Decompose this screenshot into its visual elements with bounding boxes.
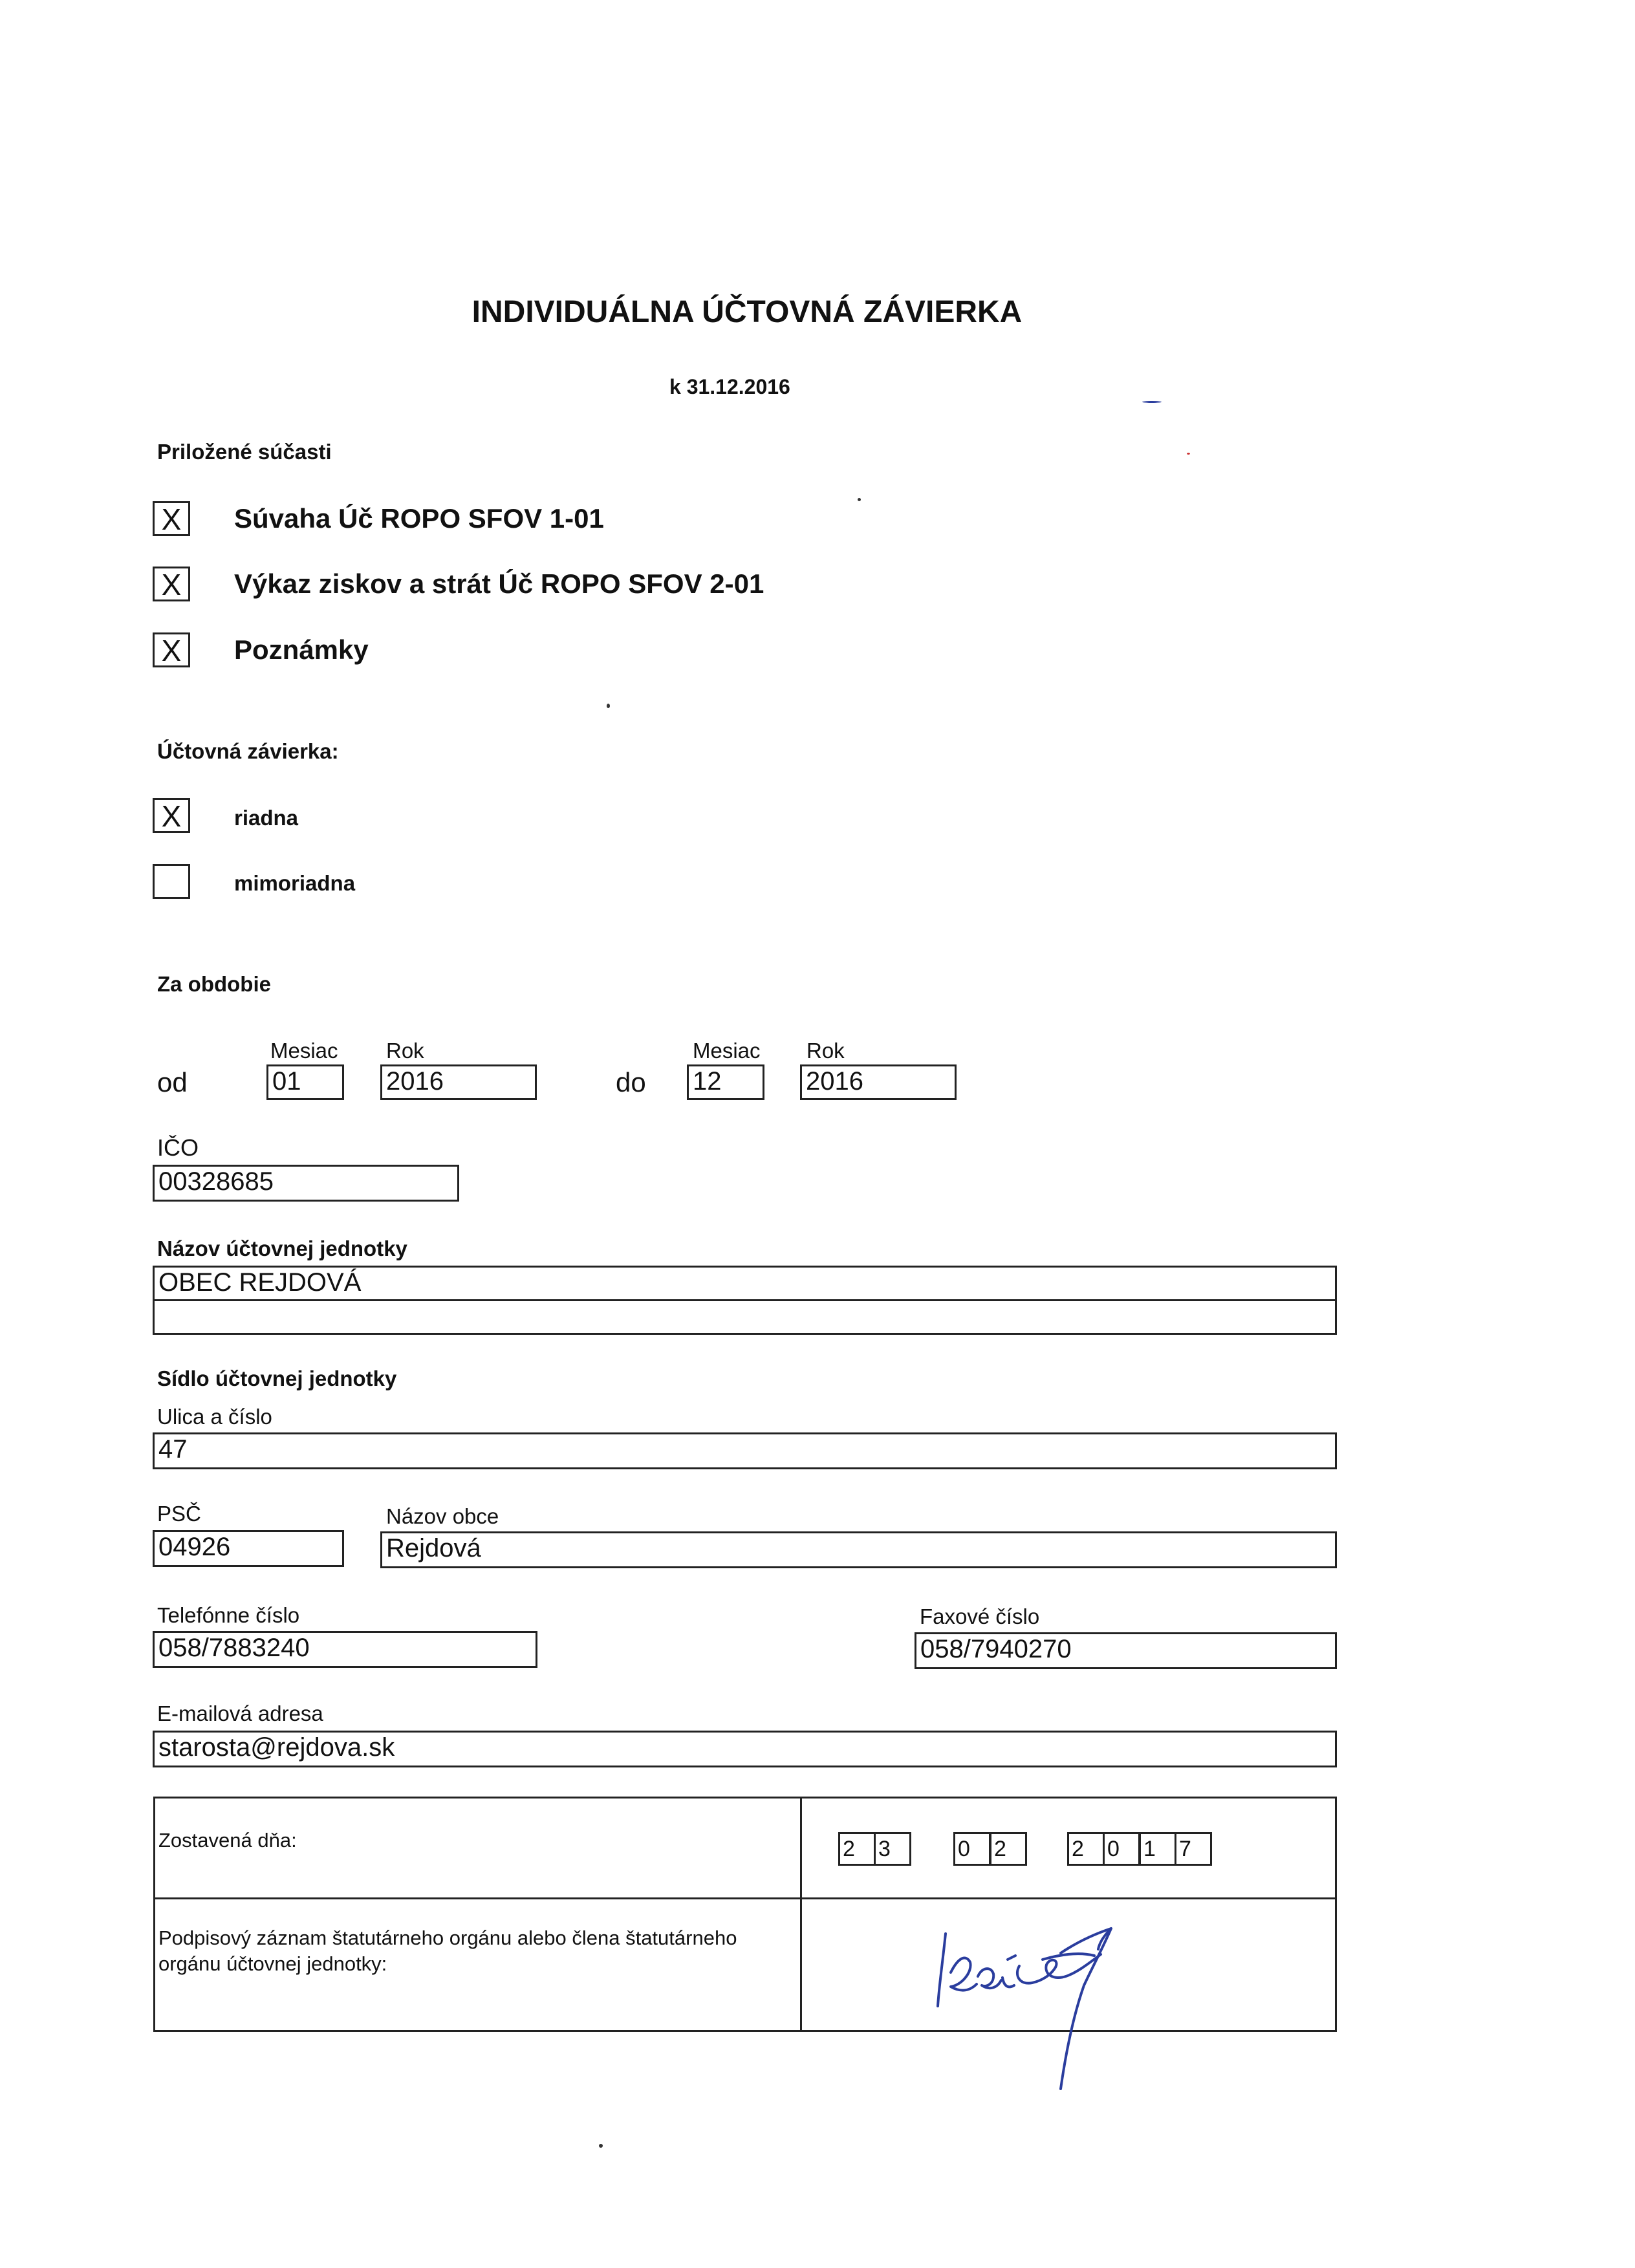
label-mimoriadna: mimoriadna	[234, 871, 356, 895]
from-year-label: Rok	[386, 1039, 424, 1063]
checkbox-poznamky[interactable]: X	[153, 632, 190, 667]
signature-label: Podpisový záznam štatutárneho orgánu alebo člena štatutárneho orgánu účtovnej jednotky:	[158, 1927, 737, 1975]
to-label: do	[616, 1067, 646, 1097]
date-line: k 31.12.2016	[669, 375, 790, 398]
month-digit-2[interactable]: 2	[990, 1832, 1027, 1866]
attached-label: Priložené súčasti	[157, 440, 332, 464]
label-vykaz: Výkaz ziskov a strát Úč ROPO SFOV 2-01	[234, 568, 764, 599]
email-label: E-mailová adresa	[157, 1701, 323, 1725]
town-label: Názov obce	[386, 1504, 499, 1528]
label-suvaha: Súvaha Úč ROPO SFOV 1-01	[234, 503, 604, 534]
closing-type-label: Účtovná závierka:	[157, 739, 339, 763]
street-label: Ulica a číslo	[157, 1405, 272, 1429]
address-label: Sídlo účtovnej jednotky	[157, 1366, 397, 1390]
from-year-field[interactable]: 2016	[380, 1064, 537, 1100]
page-title: INDIVIDUÁLNA ÚČTOVNÁ ZÁVIERKA	[471, 295, 1023, 329]
day-digit-2[interactable]: 3	[874, 1832, 911, 1866]
entity-name-label: Názov účtovnej jednotky	[157, 1237, 407, 1260]
scan-speck	[858, 498, 861, 501]
year-digit-3[interactable]: 1	[1139, 1832, 1176, 1866]
year-digit-2[interactable]: 0	[1103, 1832, 1140, 1866]
from-month-label: Mesiac	[270, 1039, 338, 1063]
year-digit-4[interactable]: 7	[1175, 1832, 1212, 1866]
label-poznamky: Poznámky	[234, 634, 369, 665]
town-field[interactable]: Rejdová	[380, 1531, 1337, 1568]
entity-name-line2[interactable]	[153, 1299, 1337, 1335]
entity-name-line1[interactable]: OBEC REJDOVÁ	[153, 1266, 1337, 1301]
checkbox-vykaz[interactable]: X	[153, 567, 190, 601]
scan-speck	[599, 2144, 603, 2148]
handwritten-signature	[905, 1895, 1177, 2108]
month-digit-1[interactable]: 0	[953, 1832, 991, 1866]
period-label: Za obdobie	[157, 972, 271, 996]
table-vertical-divider	[800, 1797, 802, 2032]
from-month-field[interactable]: 01	[266, 1064, 344, 1100]
fax-field[interactable]: 058/7940270	[915, 1632, 1337, 1669]
psc-label: PSČ	[157, 1502, 201, 1526]
scan-speck	[1187, 453, 1190, 455]
ico-label: IČO	[157, 1134, 199, 1161]
to-year-label: Rok	[807, 1039, 845, 1063]
day-digit-1[interactable]: 2	[838, 1832, 876, 1866]
to-month-field[interactable]: 12	[687, 1064, 764, 1100]
to-year-field[interactable]: 2016	[800, 1064, 957, 1100]
checkbox-suvaha[interactable]: X	[153, 501, 190, 536]
from-label: od	[157, 1067, 188, 1097]
email-field[interactable]: starosta@rejdova.sk	[153, 1731, 1337, 1767]
checkbox-mimoriadna[interactable]	[153, 864, 190, 899]
scan-speck	[1142, 401, 1162, 403]
street-field[interactable]: 47	[153, 1432, 1337, 1469]
ico-field[interactable]: 00328685	[153, 1165, 459, 1202]
fax-label: Faxové číslo	[920, 1604, 1040, 1628]
label-riadna: riadna	[234, 806, 299, 830]
to-month-label: Mesiac	[693, 1039, 761, 1063]
checkbox-riadna[interactable]: X	[153, 798, 190, 833]
phone-label: Telefónne číslo	[157, 1603, 300, 1627]
scan-speck	[607, 704, 610, 708]
phone-field[interactable]: 058/7883240	[153, 1631, 537, 1668]
year-digit-1[interactable]: 2	[1067, 1832, 1105, 1866]
compiled-label: Zostavená dňa:	[158, 1829, 297, 1852]
psc-field[interactable]: 04926	[153, 1530, 344, 1567]
